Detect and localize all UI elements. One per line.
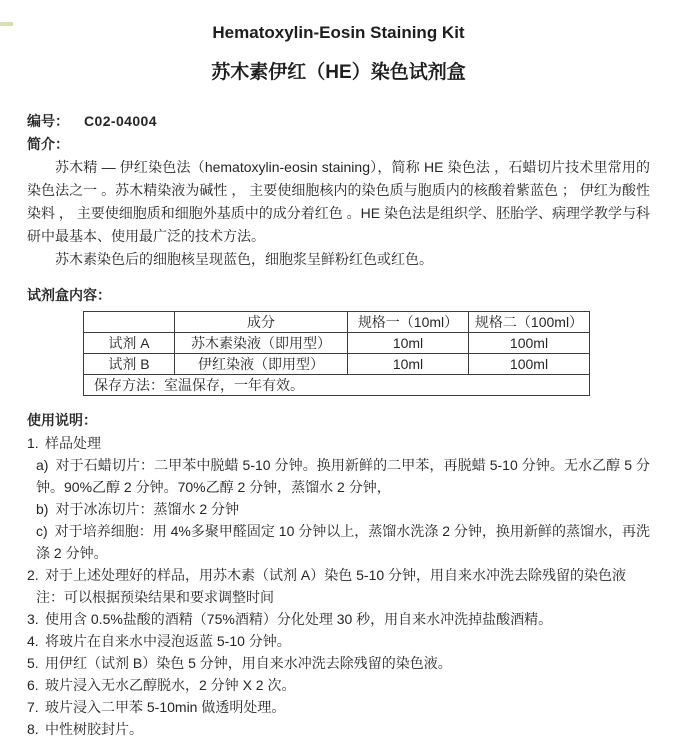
intro-paragraph-2: 苏木素染色后的细胞核呈现蓝色，细胞浆呈鲜粉红色或红色。 — [55, 251, 433, 267]
sub-item-marker: a) — [36, 457, 49, 473]
usage-heading: 使用说明： — [27, 412, 97, 428]
list-item — [27, 608, 650, 630]
intro-paragraph-1: 苏木精 — 伊红染色法（hematoxylin-eosin staining），简称 HE 染色法 ，石蜡切片技术里常用的染色法之一 。苏木精染液为碱性 ， 主要使细胞核内的染色质与胞质内的核酸着紫蓝色 ； 伊红为酸性染料 ， 主要使细胞质和细胞外基质中的成分着红色 。HE 染色法是组织学、胚胎学、病理学教学与科研中最基本、使用最广泛的技术方法。 — [27, 159, 651, 244]
header-cell-spec2: 规格二（100ml） — [469, 312, 590, 333]
sub-item-marker: b) — [36, 501, 49, 517]
list-item-text: 玻片浸入二甲苯 5-10min 做透明处理。 — [45, 699, 286, 715]
header-cell-spec1: 规格一（10ml） — [348, 312, 469, 333]
table-storage-row — [84, 375, 590, 396]
table-row — [84, 354, 590, 375]
list-item-number: 3. — [27, 611, 39, 627]
header-cell-blank — [84, 312, 175, 333]
list-item-text: 样品处理 — [45, 435, 101, 451]
list-item-number: 6. — [27, 677, 39, 693]
list-item — [27, 718, 650, 740]
sub-list-item — [27, 520, 650, 564]
catalog-number-line — [27, 110, 650, 133]
header-cell-component: 成分 — [175, 312, 348, 333]
document-page — [0, 22, 680, 740]
kit-contents-heading: 试剂盒内容： — [27, 287, 111, 303]
intro-heading: 简介： — [27, 136, 69, 152]
reagent-a-spec1: 10ml — [348, 333, 469, 354]
table-row — [84, 333, 590, 354]
reagent-b-name: 试剂 B — [84, 354, 175, 375]
page-title-chinese: 苏木素伊红（HE）染色试剂盒 — [211, 62, 466, 83]
list-item-text: 对于上述处理好的样品，用苏木素（试剂 A）染色 5-10 分钟，用自来水冲洗去除残留的染色液 — [45, 567, 627, 583]
list-item-number: 1. — [27, 435, 39, 451]
reagent-b-spec2: 100ml — [469, 354, 590, 375]
sub-list-item — [27, 454, 650, 498]
list-item — [27, 432, 650, 564]
sub-item-text: 对于冰冻切片：蒸馏水 2 分钟 — [55, 501, 240, 517]
sub-list-item — [27, 498, 650, 520]
list-item-text: 将玻片在自来水中浸泡返蓝 5-10 分钟。 — [45, 633, 291, 649]
list-item — [27, 674, 650, 696]
list-item — [27, 630, 650, 652]
page-title-english: Hematoxylin-Eosin Staining Kit — [212, 23, 465, 42]
reagent-b-spec1: 10ml — [348, 354, 469, 375]
storage-method: 保存方法：室温保存，一年有效。 — [84, 375, 590, 396]
list-item-text: 玻片浸入无水乙醇脱水，2 分钟 X 2 次。 — [45, 677, 296, 693]
sub-item-text: 对于培养细胞：用 4%多聚甲醛固定 10 分钟以上，蒸馏水洗涤 2 分钟，换用新鲜的蒸馏水，再洗涤 2 分钟。 — [36, 523, 650, 561]
catalog-number-label: 编号： — [27, 113, 69, 129]
reagent-a-name: 试剂 A — [84, 333, 175, 354]
list-item-number: 5. — [27, 655, 39, 671]
reagent-a-component: 苏木素染液（即用型） — [175, 333, 348, 354]
list-item-number: 2. — [27, 567, 39, 583]
list-item — [27, 652, 650, 674]
scan-artifact — [0, 22, 13, 26]
reagent-a-spec2: 100ml — [469, 333, 590, 354]
list-item-number: 4. — [27, 633, 39, 649]
usage-instructions-list — [27, 432, 650, 740]
catalog-number-value: C02-04004 — [84, 113, 157, 129]
list-item-number: 7. — [27, 699, 39, 715]
list-item-text: 用伊红（试剂 B）染色 5 分钟，用自来水冲洗去除残留的染色液。 — [45, 655, 452, 671]
list-item — [27, 696, 650, 718]
list-item — [27, 564, 650, 608]
list-item-note: 注：可以根据预染结果和要求调整时间 — [36, 589, 274, 605]
list-item-text: 中性树胶封片。 — [45, 721, 143, 737]
table-header-row — [84, 312, 590, 333]
list-item-text: 使用含 0.5%盐酸的酒精（75%酒精）分化处理 30 秒，用自来水冲洗掉盐酸酒精。 — [45, 611, 553, 627]
sub-item-text: 对于石蜡切片：二甲苯中脱蜡 5-10 分钟。换用新鲜的二甲苯，再脱蜡 5-10 分钟。无水乙醇 5 分钟。90%乙醇 2 分钟。70%乙醇 2 分钟，蒸馏水 2 分钟， — [36, 457, 650, 495]
reagent-b-component: 伊红染液（即用型） — [175, 354, 348, 375]
sub-item-marker: c) — [36, 523, 48, 539]
list-item-number: 8. — [27, 721, 39, 737]
kit-contents-table — [83, 311, 590, 396]
